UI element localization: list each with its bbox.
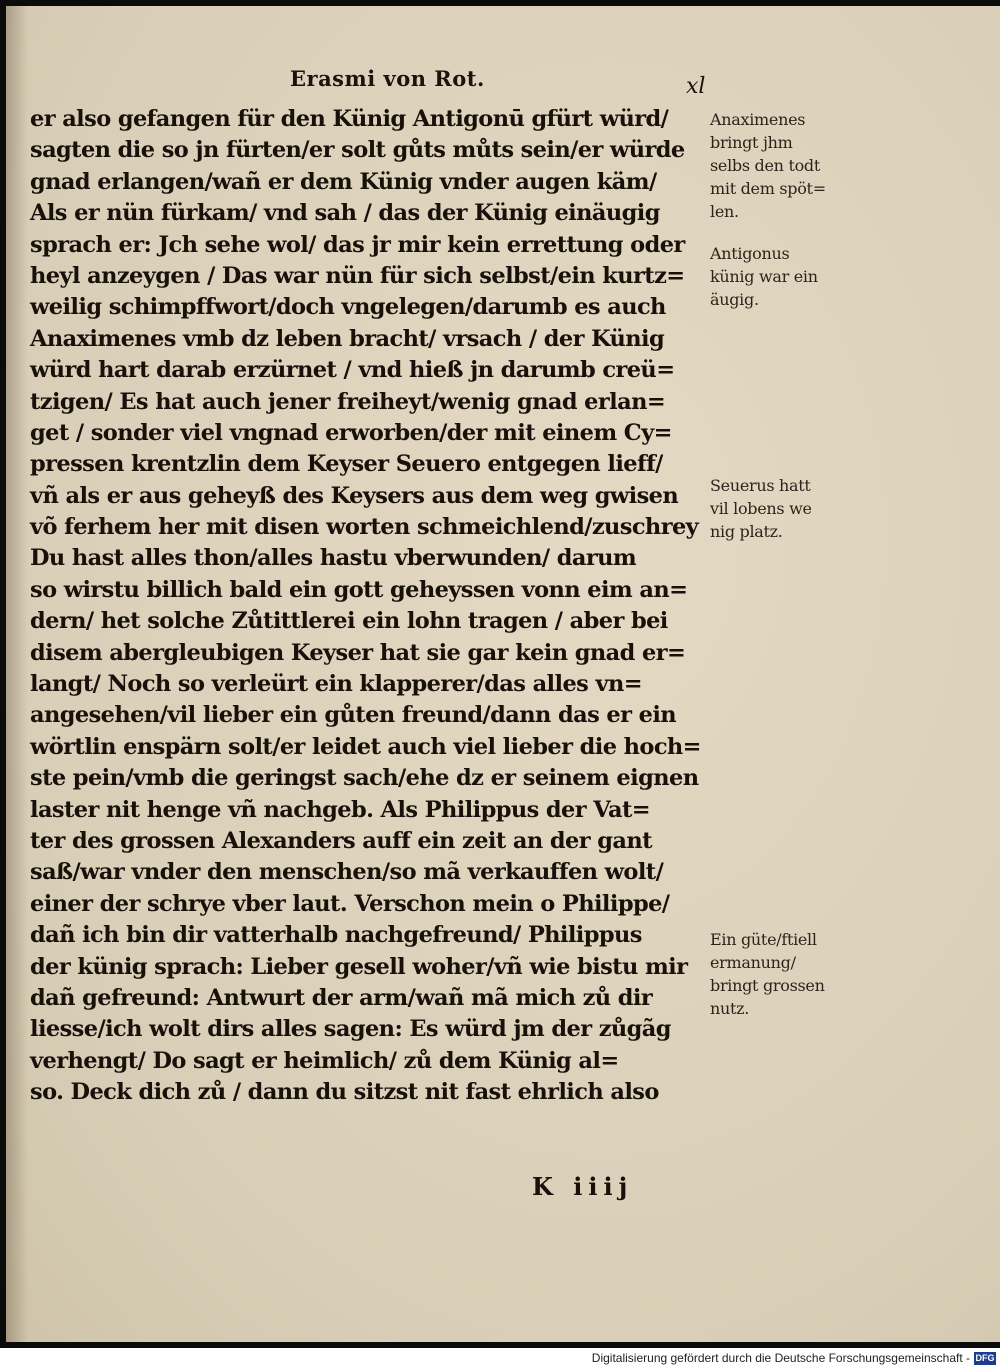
text-line: vñ als er aus geheyß des Keysers aus dem weg gwisen <box>30 482 679 509</box>
text-line: gnad erlangen/wañ er dem Künig vnder augen käm/ <box>30 168 657 195</box>
text-line: weilig schimpffwort/doch vngelegen/darumb es auch <box>30 294 666 321</box>
text-line: ste pein/vmb die geringst sach/ehe dz er seinem eignen <box>30 765 699 792</box>
text-line: würd hart darab erzürnet / vnd hieß jn darumb creü= <box>30 357 675 384</box>
margin-note-line: nig platz. <box>710 522 783 541</box>
text-line: võ ferhem her mit disen worten schmeichlend/zuschrey <box>30 514 699 541</box>
text-line: disem abergleubigen Keyser hat sie gar kein gnad er= <box>30 639 686 666</box>
text-line: Als er nün fürkam/ vnd sah / das der Künig einäugig <box>30 200 660 227</box>
text-line: heyl anzeygen / Das war nün für sich selbst/ein kurtz= <box>30 262 685 289</box>
margin-note-line: Ein güte/ftiell <box>710 930 817 949</box>
margin-note-line: mit dem spöt= <box>710 179 826 198</box>
text-line: er also gefangen für den Künig Antigonū gfürt würd/ <box>30 106 669 132</box>
margin-note-line: nutz. <box>710 999 750 1018</box>
text-line: saß/war vnder den menschen/so mã verkauffen wolt/ <box>30 859 664 886</box>
margin-note-line: Seuerus hatt <box>710 476 811 495</box>
text-line: so. Deck dich zů / dann du sitzst nit fast ehrlich also <box>30 1079 659 1106</box>
text-line: dañ gefreund: Antwurt der arm/wañ mã mich zů dir <box>30 984 653 1011</box>
funding-credit: Digitalisierung gefördert durch die Deutsche Forschungsgemeinschaft - <box>591 1351 970 1365</box>
margin-note-line: selbs den todt <box>710 156 820 175</box>
margin-note-line: künig war ein <box>710 267 818 286</box>
margin-note-ermanung <box>710 928 870 1020</box>
text-line: Anaximenes vmb dz leben bracht/ vrsach / der Künig <box>30 325 665 352</box>
text-line: sagten die so jn fürten/er solt gůts můts sein/er würde <box>30 137 685 164</box>
text-line: ter des grossen Alexanders auff ein zeit an der gant <box>30 827 652 854</box>
text-line: laster nit henge vñ nachgeb. Als Philippus der Vat= <box>30 796 651 823</box>
text-line: dern/ het solche Zůtittlerei ein lohn tragen / aber bei <box>30 608 668 635</box>
text-line: dañ ich bin dir vatterhalb nachgefreund/ Philippus <box>30 922 642 949</box>
margin-note-line: bringt grossen <box>710 976 825 995</box>
margin-note-antigonus <box>710 242 870 311</box>
text-line: pressen krentzlin dem Keyser Seuero entgegen lieff/ <box>30 451 663 478</box>
text-line: verhengt/ Do sagt er heimlich/ zů dem Künig al= <box>30 1047 619 1074</box>
text-line: get / sonder viel vngnad erworben/der mit einem Cy= <box>30 419 672 446</box>
text-line: tzigen/ Es hat auch jener freiheyt/wenig gnad erlan= <box>30 388 666 415</box>
text-line: so wirstu billich bald ein gott geheyssen vonn eim an= <box>30 576 688 603</box>
margin-note-line: ermanung/ <box>710 953 796 972</box>
margin-note-anaximenes <box>710 108 870 223</box>
text-line: langt/ Noch so verleürt ein klapperer/das alles vn= <box>30 671 642 698</box>
text-line: einer der schrye vber laut. Verschon mein o Philippe/ <box>30 890 670 917</box>
running-head: Erasmi von Rot. <box>290 66 485 91</box>
margin-note-seuerus <box>710 474 870 543</box>
margin-note-line: vil lobens we <box>710 499 812 518</box>
text-line: liesse/ich wolt dirs alles sagen: Es würd jm der zůgãg <box>30 1016 671 1043</box>
text-line: wörtlin enspärn solt/er leidet auch viel lieber die hoch= <box>30 733 701 760</box>
text-line: angesehen/vil lieber ein gůten freund/dann das er ein <box>30 702 677 729</box>
text-line: sprach er: Jch sehe wol/ das jr mir kein errettung oder <box>30 231 685 258</box>
text-line: der künig sprach: Lieber gesell woher/vñ wie bistu mir <box>30 953 688 980</box>
text-line: Du hast alles thon/alles hastu vberwunden/ darum <box>30 545 637 572</box>
margin-note-line: len. <box>710 202 739 221</box>
margin-note-line: Antigonus <box>710 244 790 263</box>
folio-number: xl <box>686 74 706 99</box>
main-text-block <box>30 104 710 1109</box>
footer-bar <box>0 1348 1000 1370</box>
margin-note-line: Anaximenes <box>710 110 806 129</box>
gutter-shadow <box>6 6 28 1342</box>
dfg-logo: DFG <box>975 1353 995 1363</box>
margin-note-line: äugig. <box>710 290 759 309</box>
signature-mark: K iiij <box>532 1172 634 1201</box>
margin-note-line: bringt jhm <box>710 133 793 152</box>
